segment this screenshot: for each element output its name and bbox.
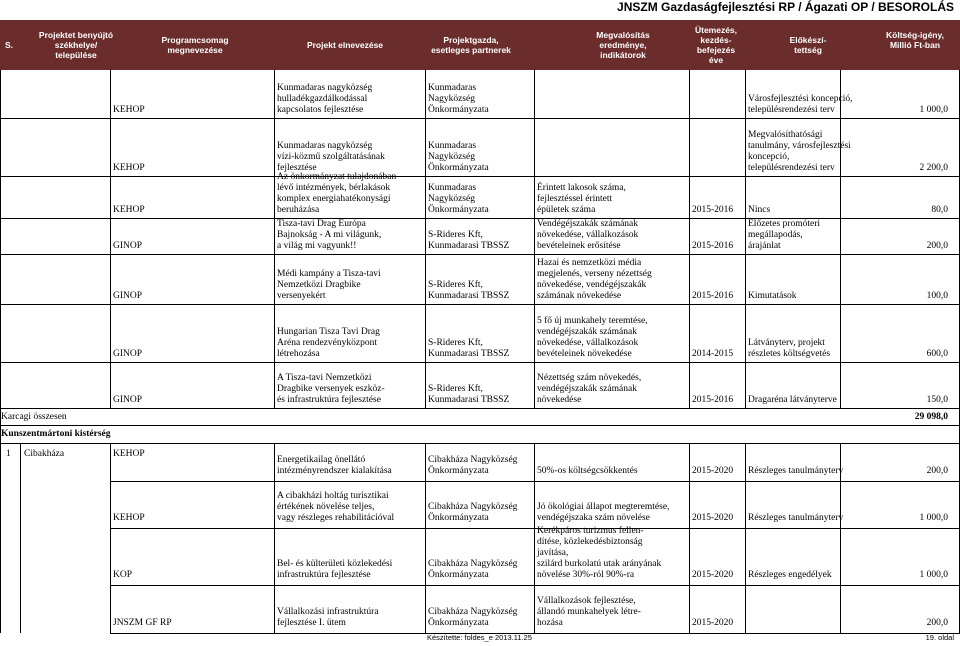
row-divider: [0, 118, 960, 119]
program-name: KEHOP: [113, 205, 145, 215]
result-line: Vendégéjszakák számának: [537, 219, 639, 229]
column-divider: [840, 443, 841, 633]
document-title: JNSZM Gazdaságfejlesztési RP / Ágazati OP / BESOROLÁS: [617, 0, 954, 14]
header-project: Projekt elnevezése: [306, 40, 384, 50]
row-divider: [0, 408, 960, 409]
result-line: Jó ökológiai állapot megteremtése,: [537, 502, 670, 512]
project-name-line: Dragbike versenyek eszköz-: [277, 384, 385, 394]
project-name-line: értékének növelése teljes,: [277, 502, 375, 512]
result-line: Vállalkozások fejlesztése,: [537, 596, 636, 606]
column-divider: [745, 443, 746, 633]
schedule: 2015-2016: [692, 291, 734, 301]
header-program: Programcsomag megnevezése: [161, 35, 229, 55]
owner-line: Kunmadarasi TBSSZ: [428, 291, 510, 301]
row-divider: [0, 362, 960, 363]
project-name-line: Bajnokság - A mi világunk,: [277, 230, 382, 240]
schedule: 2015-2020: [692, 466, 734, 476]
cost-value: 1 000,0: [919, 513, 948, 523]
place-name: Cibakháza: [24, 449, 65, 459]
owner-line: Önkormányzata: [428, 513, 489, 523]
program-name: KEHOP: [113, 449, 145, 459]
program-name: KEHOP: [113, 163, 145, 173]
column-divider: [0, 70, 1, 633]
result-line: fejlesztéssel érintett: [537, 194, 613, 204]
owner-line: S-Rideres Kft,: [428, 230, 483, 240]
header-place: Projektet benyújtó székhelye/ települése: [38, 30, 114, 60]
prep-line: részletes költségvetés: [748, 349, 831, 359]
project-name-line: lévő intézmények, bérlakások: [277, 183, 391, 193]
owner-line: Nagyközség: [428, 194, 475, 204]
result-line: Hazai és nemzetközi média: [537, 258, 642, 268]
project-name-line: Az önkormányzat tulajdonában: [277, 172, 397, 182]
cost-value: 100,0: [926, 291, 948, 301]
summary-total: 29 098,0: [914, 412, 948, 422]
owner-line: Önkormányzata: [428, 163, 489, 173]
schedule: 2015-2016: [692, 395, 734, 405]
column-divider: [425, 443, 426, 633]
header-schedule: Ütemezés, kezdés-befejezés éve: [694, 25, 738, 65]
owner-line: S-Rideres Kft,: [428, 280, 483, 290]
row-divider: [110, 528, 960, 529]
schedule: 2015-2020: [692, 513, 734, 523]
result-line: növekedése, vállalkozások: [537, 338, 639, 348]
cost-value: 200,0: [926, 618, 948, 628]
prep-line: településrendezési terv: [748, 105, 835, 115]
project-name-line: versenyekért: [277, 291, 326, 301]
column-divider: [274, 443, 275, 633]
project-name-line: komplex energiahatékonysági: [277, 194, 391, 204]
result-line: Kerékpáros turizmus fellen-: [537, 526, 644, 536]
prep-line: Nincs: [748, 205, 771, 215]
program-name: KOP: [113, 570, 133, 580]
owner-line: Önkormányzata: [428, 618, 489, 628]
column-divider: [20, 443, 21, 633]
owner-line: Cibakháza Nagyközség: [428, 559, 518, 569]
program-name: GINOP: [113, 349, 143, 359]
result-line: 50%-os költségcsökkentés: [537, 466, 638, 476]
row-divider: [0, 304, 960, 305]
result-line: hozása: [537, 618, 563, 628]
schedule: 2014-2015: [692, 349, 734, 359]
column-divider: [425, 70, 426, 408]
prep-line: Megvalósíthatósági: [748, 130, 823, 140]
column-divider: [110, 443, 111, 633]
owner-line: Nagyközség: [428, 94, 475, 104]
schedule: 2015-2020: [692, 618, 734, 628]
owner-line: Önkormányzata: [428, 205, 489, 215]
result-line: megjelenés, verseny nézettség: [537, 269, 652, 279]
header-prep: Előkészí-tettség: [789, 35, 827, 55]
prep-line: Részleges tanulmányterv: [748, 466, 844, 476]
program-name: GINOP: [113, 395, 143, 405]
row-divider: [0, 254, 960, 255]
owner-line: Kunmadarasi TBSSZ: [428, 395, 510, 405]
cost-value: 600,0: [926, 349, 948, 359]
result-line: szilárd burkolatú utak arányának: [537, 559, 662, 569]
project-name-line: vagy részleges rehabilitációval: [277, 513, 395, 523]
row-number: 1: [6, 449, 11, 459]
prep-line: Dragaréna látványterve: [748, 395, 837, 405]
summary-label: Karcagi összesen: [1, 412, 67, 422]
cost-value: 1 000,0: [919, 105, 948, 115]
program-name: GINOP: [113, 291, 143, 301]
program-name: GINOP: [113, 241, 143, 251]
cost-value: 200,0: [926, 466, 948, 476]
project-name-line: vízi-közmű szolgáltatásának: [277, 152, 385, 162]
prep-line: tanulmány, városfejlesztési: [748, 141, 851, 151]
result-line: javítása,: [537, 548, 569, 558]
project-name-line: intézményrendszer kialakítása: [277, 466, 392, 476]
result-line: számának növekedése: [537, 291, 622, 301]
column-divider: [534, 70, 535, 408]
cost-value: 1 000,0: [919, 570, 948, 580]
column-divider: [840, 70, 841, 408]
result-line: növelése 30%-ról 90%-ra: [537, 570, 635, 580]
column-divider: [689, 70, 690, 408]
project-name-line: Tisza-tavi Drag Európa: [277, 219, 366, 229]
row-divider: [0, 176, 960, 177]
project-name-line: Kunmadaras nagyközség: [277, 83, 373, 93]
result-line: bevételeinek növekedése: [537, 349, 632, 359]
schedule: 2015-2016: [692, 241, 734, 251]
result-line: bevételeinek erősítése: [537, 241, 621, 251]
prep-line: Látványterv, projekt: [748, 338, 825, 348]
program-name: KEHOP: [113, 513, 145, 523]
column-divider: [110, 70, 111, 408]
cost-value: 150,0: [926, 395, 948, 405]
row-divider: [110, 481, 960, 482]
header-results: Megvalósítás eredménye, indikátorok: [596, 30, 650, 60]
project-name-line: Aréna rendezvényközpont: [277, 338, 377, 348]
result-line: épületek száma: [537, 205, 596, 215]
owner-line: S-Rideres Kft,: [428, 338, 483, 348]
column-divider: [745, 70, 746, 408]
footer-author: Készítette: foldes_e 2013.11.25: [427, 633, 532, 642]
header-owner: Projektgazda, esetleges partnerek: [431, 35, 511, 55]
prep-line: árajánlat: [748, 241, 781, 251]
prep-line: Kimutatások: [748, 291, 797, 301]
project-name-line: létrehozása: [277, 349, 320, 359]
project-name-line: Nemzetközi Dragbike: [277, 280, 361, 290]
project-name-line: fejlesztése: [277, 163, 317, 173]
project-name-line: a világ mi vagyunk!!: [277, 241, 357, 251]
project-name-line: Bel- és külterületi közlekedési: [277, 559, 393, 569]
result-line: növekedése: [537, 395, 582, 405]
owner-line: Kunmadaras: [428, 183, 477, 193]
result-line: vendégéjszakák számának: [537, 327, 637, 337]
project-name-line: Kunmadaras nagyközség: [277, 141, 373, 151]
result-line: Érintett lakosok száma,: [537, 183, 626, 193]
schedule: 2015-2016: [692, 205, 734, 215]
prep-line: megállapodás,: [748, 230, 803, 240]
row-divider: [0, 425, 960, 426]
project-name-line: és infrastruktúra fejlesztése: [277, 395, 381, 405]
result-line: növekedése, vállalkozások: [537, 230, 639, 240]
result-line: vendégéjszakák számának: [537, 384, 637, 394]
row-divider: [110, 633, 960, 634]
prep-line: Városfejlesztési koncepció,: [748, 94, 853, 104]
owner-line: Kunmadaras: [428, 83, 477, 93]
data-table: [0, 70, 960, 628]
result-line: állandó munkahelyek létre-: [537, 607, 641, 617]
prep-line: koncepció,: [748, 152, 790, 162]
owner-line: Önkormányzata: [428, 105, 489, 115]
program-name: KEHOP: [113, 105, 145, 115]
prep-line: Részleges tanulmányterv: [748, 513, 844, 523]
project-name-line: fejlesztése I. ütem: [277, 618, 346, 628]
program-name: JNSZM GF RP: [113, 618, 172, 628]
result-line: Nézettség szám növekedés,: [537, 373, 642, 383]
result-line: növekedése, vendégéjszakák: [537, 280, 647, 290]
prep-line: Előzetes promóteri: [748, 219, 821, 229]
result-line: 5 fő új munkahely teremtése,: [537, 316, 648, 326]
project-name-line: Médi kampány a Tisza-tavi: [277, 269, 381, 279]
owner-line: Önkormányzata: [428, 570, 489, 580]
project-name-line: A Tisza-tavi Nemzetközi: [277, 373, 372, 383]
owner-line: Cibakháza Nagyközség: [428, 502, 518, 512]
cost-value: 2 200,0: [919, 163, 948, 173]
cost-value: 200,0: [926, 241, 948, 251]
prep-line: Részleges engedélyek: [748, 570, 832, 580]
owner-line: Nagyközség: [428, 152, 475, 162]
project-name-line: hulladékgazdálkodással: [277, 94, 368, 104]
row-divider: [0, 443, 960, 444]
owner-line: Cibakháza Nagyközség: [428, 455, 518, 465]
owner-line: Kunmadarasi TBSSZ: [428, 349, 510, 359]
column-divider: [274, 70, 275, 408]
project-name-line: A cibakházi holtág turisztikai: [277, 491, 389, 501]
column-divider: [534, 443, 535, 633]
column-divider: [689, 443, 690, 633]
cost-value: 80,0: [931, 205, 948, 215]
project-name-line: kapcsolatos fejlesztése: [277, 105, 364, 115]
project-name-line: Hungarian Tisza Tavi Drag: [277, 327, 380, 337]
owner-line: S-Rideres Kft,: [428, 384, 483, 394]
result-line: dítése, közlekedésbiztonság: [537, 537, 643, 547]
project-name-line: Vállalkozási infrastruktúra: [277, 607, 379, 617]
table-header: [0, 20, 960, 70]
project-name-line: Energetikailag önellátó: [277, 455, 366, 465]
header-s: S.: [4, 40, 14, 50]
owner-line: Önkormányzata: [428, 466, 489, 476]
prep-line: településrendezési terv: [748, 163, 835, 173]
footer-page: 19. oldal: [925, 633, 954, 642]
project-name-line: beruházása: [277, 205, 320, 215]
project-name-line: infrastruktúra fejlesztése: [277, 570, 371, 580]
section-label: Kunszentmártoni kistérség: [1, 429, 111, 439]
schedule: 2015-2020: [692, 570, 734, 580]
owner-line: Kunmadaras: [428, 141, 477, 151]
result-line: vendégéjszaka szám növelése: [537, 513, 650, 523]
row-divider: [110, 585, 960, 586]
header-cost: Költség-igény, Millió Ft-ban: [886, 30, 944, 50]
owner-line: Kunmadarasi TBSSZ: [428, 241, 510, 251]
owner-line: Cibakháza Nagyközség: [428, 607, 518, 617]
